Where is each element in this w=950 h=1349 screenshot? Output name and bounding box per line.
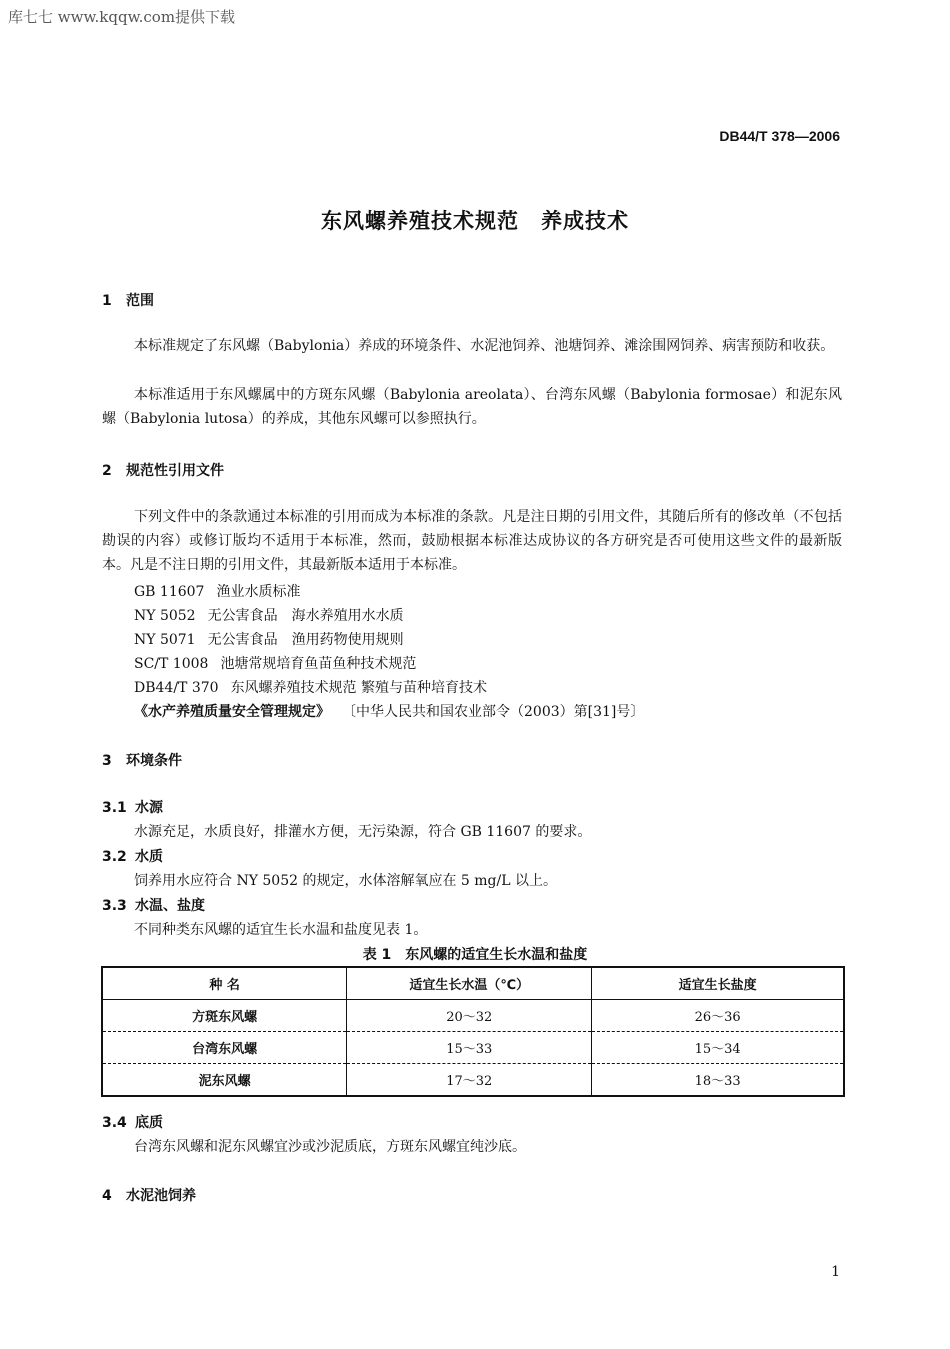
section-number: 1 (102, 293, 112, 309)
reference-code: GB 11607 (134, 584, 205, 600)
subsection-number: 3.3 (102, 898, 127, 914)
table-header-row (102, 967, 844, 1000)
reference-name: 东风螺养殖技术规范 繁殖与苗种培育技术 (230, 680, 488, 696)
reference-code: DB44/T 370 (134, 680, 219, 696)
page-title: 东风螺养殖技术规范 养成技术 (321, 209, 629, 233)
section-title: 范围 (126, 293, 154, 309)
subsection-title: 水源 (135, 800, 163, 816)
reference-code: 《水产养殖质量安全管理规定》 (134, 704, 330, 720)
subsection-number: 3.4 (102, 1115, 127, 1131)
reference-code: NY 5052 (134, 608, 196, 624)
section-2-heading (102, 460, 224, 480)
data-table (101, 966, 845, 1097)
table-cell: 台湾东风螺 (102, 1032, 347, 1064)
section-2-paragraph: 下列文件中的条款通过本标准的引用而成为本标准的条款。凡是注日期的引用文件，其随后所有的修改单（不包括勘误的内容）或修订版均不适用于本标准，然而，鼓励根据本标准达成协议的各方研究是否可使用这些文件的最新版本。凡是不注日期的引用文件，其最新版本适用于本标准。 (102, 509, 842, 573)
watermark-text: 库七七 www.kqqw.com提供下载 (8, 8, 236, 26)
subsection-title: 底质 (135, 1115, 163, 1131)
section-title: 环境条件 (126, 753, 182, 769)
subsection-3-3-text: 不同种类东风螺的适宜生长水温和盐度见表 1。 (134, 922, 428, 938)
table-cell: 20～32 (347, 1000, 592, 1032)
table-cell: 18～33 (592, 1064, 844, 1097)
table-cell: 17～32 (347, 1064, 592, 1097)
reference-item (134, 677, 487, 697)
reference-code: SC/T 1008 (134, 656, 209, 672)
table-cell: 26～36 (592, 1000, 844, 1032)
subsection-3-4-heading (102, 1112, 163, 1132)
table-header-cell: 适宜生长水温（℃） (347, 967, 592, 1000)
reference-code: NY 5071 (134, 632, 196, 648)
section-title: 水泥池饲养 (126, 1188, 196, 1204)
reference-item (134, 605, 404, 625)
reference-item (134, 629, 404, 649)
section-title: 规范性引用文件 (126, 463, 224, 479)
table-cell: 15～33 (347, 1032, 592, 1064)
subsection-title: 水温、盐度 (135, 898, 205, 914)
reference-name: 渔业水质标准 (216, 584, 301, 600)
page-number: 1 (831, 1264, 840, 1280)
subsection-3-2-heading (102, 846, 163, 866)
section-number: 4 (102, 1188, 112, 1204)
reference-name: 无公害食品 渔用药物使用规则 (207, 632, 404, 648)
table-row (102, 1064, 844, 1097)
subsection-number: 3.1 (102, 800, 127, 816)
table-row (102, 1000, 844, 1032)
section-number: 3 (102, 753, 112, 769)
subsection-3-1-heading (102, 797, 163, 817)
subsection-3-4-text: 台湾东风螺和泥东风螺宜沙或沙泥质底，方斑东风螺宜纯沙底。 (134, 1139, 526, 1155)
subsection-3-1-text: 水源充足，水质良好，排灌水方便，无污染源，符合 GB 11607 的要求。 (134, 824, 592, 840)
section-3-heading (102, 750, 182, 770)
reference-item (134, 653, 416, 673)
reference-name: 无公害食品 海水养殖用水水质 (207, 608, 404, 624)
reference-name: 〔中华人民共和国农业部令（2003）第[31]号〕 (342, 704, 645, 720)
table-cell: 方斑东风螺 (102, 1000, 347, 1032)
table-caption: 表 1 东风螺的适宜生长水温和盐度 (362, 947, 588, 963)
section-1-paragraph-2: 本标准适用于东风螺属中的方斑东风螺（Babylonia areolata）、台湾东风螺（Babylonia formosae）和泥东风螺（Babylonia lutosa）的养成，其他东风螺可以参照执行。 (102, 387, 842, 427)
section-1-heading (102, 290, 154, 310)
subsection-title: 水质 (135, 849, 163, 865)
section-4-heading (102, 1185, 196, 1205)
subsection-3-3-heading (102, 895, 205, 915)
subsection-3-2-text: 饲养用水应符合 NY 5052 的规定，水体溶解氧应在 5 mg/L 以上。 (134, 873, 557, 889)
section-1-paragraph-1: 本标准规定了东风螺（Babylonia）养成的环境条件、水泥池饲养、池塘饲养、滩涂围网饲养、病害预防和收获。 (134, 338, 835, 354)
reference-item (134, 581, 300, 601)
reference-item (134, 701, 644, 721)
table-cell: 泥东风螺 (102, 1064, 347, 1097)
table-cell: 15～34 (592, 1032, 844, 1064)
table-header-cell: 适宜生长盐度 (592, 967, 844, 1000)
document-number: DB44/T 378—2006 (719, 128, 840, 144)
reference-name: 池塘常规培育鱼苗鱼种技术规范 (220, 656, 417, 672)
table-row (102, 1032, 844, 1064)
section-number: 2 (102, 463, 112, 479)
subsection-number: 3.2 (102, 849, 127, 865)
table-header-cell: 种 名 (102, 967, 347, 1000)
